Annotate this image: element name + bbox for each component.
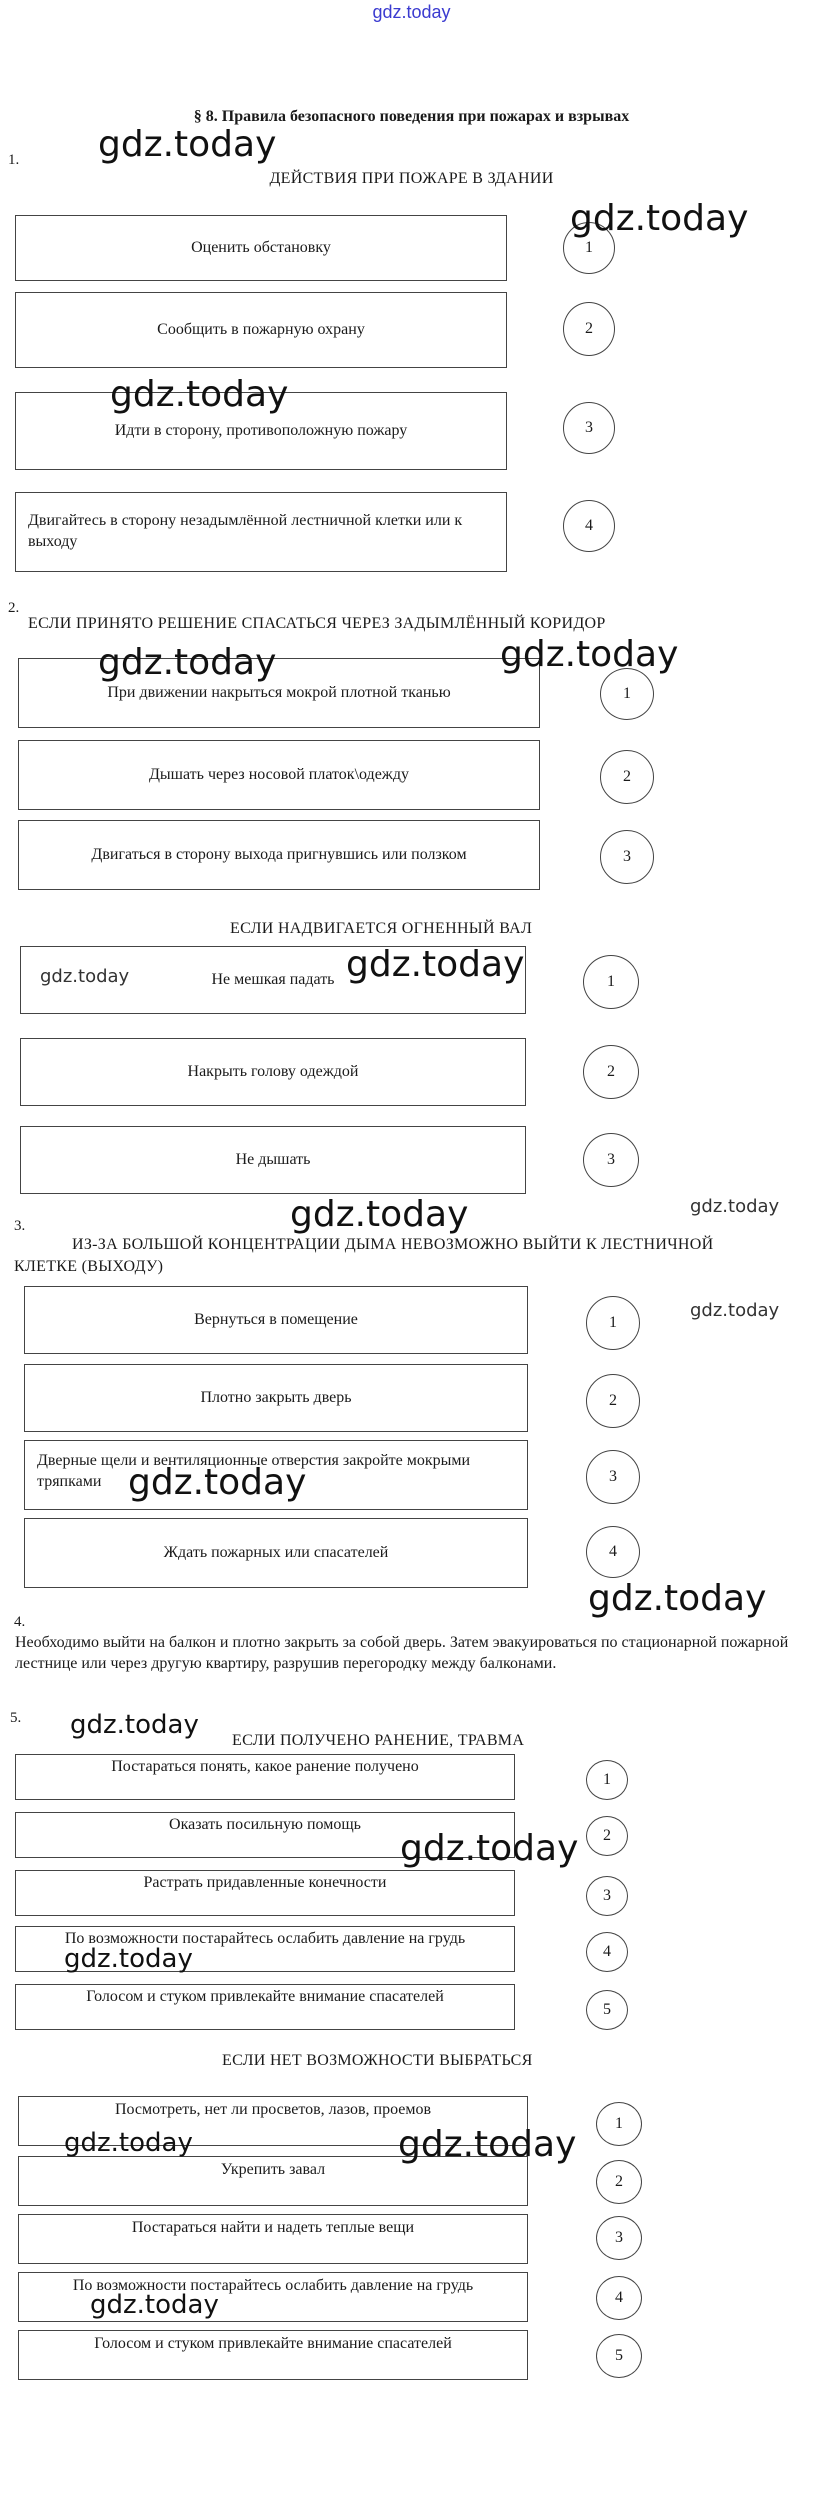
box-text: По возможности постарайтесь ослабить давление на грудь <box>64 1930 466 1947</box>
watermark: gdz.today <box>110 374 289 415</box>
task-5-heading: ЕСЛИ ПОЛУЧЕНО РАНЕНИЕ, ТРАВМА <box>232 1732 525 1749</box>
watermark: gdz.today <box>690 1300 780 1321</box>
watermark: gdz.today <box>588 1578 767 1619</box>
task-1-circle-3: 3 <box>563 402 615 454</box>
task-3-box-4 <box>24 1518 528 1588</box>
box-text: При движении накрыться мокрой плотной тканью <box>107 683 451 701</box>
box-text: Голосом и стуком привлекайте внимание спасателей <box>94 2335 452 2352</box>
task-5b-circle-1: 1 <box>596 2102 642 2146</box>
box-text: Вернуться в помещение <box>194 1310 358 1328</box>
task-2-box-1 <box>18 658 540 728</box>
watermark: gdz.today <box>90 2290 219 2320</box>
box-text: Растрать придавленные конечности <box>143 1874 387 1891</box>
box-text: Оценить обстановку <box>191 238 331 256</box>
box-text: Постараться найти и надеть теплые вещи <box>131 2219 415 2236</box>
task-2b-box-2 <box>20 1038 526 1106</box>
watermark: gdz.today <box>40 966 130 987</box>
box-text: Голосом и стуком привлекайте внимание спасателей <box>86 1988 444 2005</box>
task-3-circle-2: 2 <box>586 1374 640 1428</box>
box-text: Постараться понять, какое ранение получено <box>111 1758 419 1775</box>
watermark: gdz.today <box>128 1462 307 1503</box>
box-text: По возможности постарайтесь ослабить давление на грудь <box>72 2277 474 2294</box>
task-5-circle-2: 2 <box>586 1816 628 1856</box>
task-2-heading-b: ЕСЛИ НАДВИГАЕТСЯ ОГНЕННЫЙ ВАЛ <box>230 920 533 937</box>
task-2-number: 2. <box>8 600 20 616</box>
box-text: Накрыть голову одеждой <box>187 1062 359 1080</box>
task-2-circle-1: 1 <box>600 668 654 720</box>
task-3-circle-1: 1 <box>586 1296 640 1350</box>
task-2b-box-3 <box>20 1126 526 1194</box>
task-5b-circle-5: 5 <box>596 2334 642 2378</box>
task-4-text: Необходимо выйти на балкон и плотно закрыть за собой дверь. Затем эвакуироваться по стационарной пожарной лестнице или через другую квартиру, разрушив перегородку между балконами. <box>15 1634 789 1673</box>
task-5b-box-5 <box>18 2330 528 2380</box>
watermark: gdz.today <box>400 1828 579 1869</box>
task-5-heading-b: ЕСЛИ НЕТ ВОЗМОЖНОСТИ ВЫБРАТЬСЯ <box>222 2052 533 2069</box>
box-text: Двигайтесь в сторону незадымлённой лестничной клетки или к выходу <box>28 512 463 550</box>
task-1-box-2 <box>15 292 507 368</box>
task-2b-circle-1: 1 <box>583 955 639 1009</box>
task-3-box-2 <box>24 1364 528 1432</box>
watermark: gdz.today <box>570 198 749 239</box>
box-text: Ждать пожарных или спасателей <box>163 1543 389 1561</box>
task-1-heading: ДЕЙСТВИЯ ПРИ ПОЖАРЕ В ЗДАНИИ <box>269 170 554 187</box>
paragraph-title: § 8. Правила безопасного поведения при пожарах и взрывах <box>193 108 630 125</box>
box-text: Посмотреть, нет ли просветов, лазов, проемов <box>114 2101 432 2118</box>
box-text: Идти в сторону, противоположную пожару <box>114 421 408 439</box>
task-5b-box-3 <box>18 2214 528 2264</box>
task-5b-circle-4: 4 <box>596 2276 642 2320</box>
task-1-circle-1: 1 <box>563 222 615 274</box>
watermark: gdz.today <box>98 642 277 683</box>
site-header-link[interactable]: gdz.today <box>372 2 451 22</box>
task-5-circle-4: 4 <box>586 1932 628 1972</box>
watermark: gdz.today <box>64 2128 193 2158</box>
watermark: gdz.today <box>346 944 525 985</box>
box-text: Сообщить в пожарную охрану <box>157 320 365 338</box>
task-5-box-5 <box>15 1984 515 2030</box>
task-1-box-4 <box>15 492 507 572</box>
task-1-circle-4: 4 <box>563 500 615 552</box>
task-3-circle-4: 4 <box>586 1526 640 1578</box>
watermark: gdz.today <box>70 1710 199 1740</box>
task-3-heading-line2: КЛЕТКЕ (ВЫХОДУ) <box>14 1258 164 1275</box>
watermark: gdz.today <box>500 634 679 675</box>
box-text: Двигаться в сторону выхода пригнувшись или ползком <box>91 845 467 863</box>
task-2-heading: ЕСЛИ ПРИНЯТО РЕШЕНИЕ СПАСАТЬСЯ ЧЕРЕЗ ЗАДЫМЛЁННЫЙ КОРИДОР <box>28 615 606 632</box>
watermark: gdz.today <box>64 1944 193 1974</box>
task-5b-circle-2: 2 <box>596 2160 642 2204</box>
watermark: gdz.today <box>398 2124 577 2165</box>
task-2-circle-3: 3 <box>600 830 654 884</box>
task-5-circle-3: 3 <box>586 1876 628 1916</box>
watermark: gdz.today <box>690 1196 780 1217</box>
task-1-circle-2: 2 <box>563 302 615 356</box>
task-2-box-2 <box>18 740 540 810</box>
task-5-box-1 <box>15 1754 515 1800</box>
task-2b-circle-2: 2 <box>583 1045 639 1099</box>
task-3-number: 3. <box>14 1218 26 1234</box>
box-text: Не дышать <box>235 1150 311 1168</box>
box-text: Дверные щели и вентиляционные отверстия закройте мокрыми тряпками <box>37 1452 471 1490</box>
task-4-number: 4. <box>14 1614 26 1630</box>
box-text: Дышать через носовой платок\одежду <box>148 765 409 783</box>
task-2-circle-2: 2 <box>600 750 654 804</box>
task-5-circle-1: 1 <box>586 1760 628 1800</box>
task-5-circle-5: 5 <box>586 1990 628 2030</box>
task-2b-circle-3: 3 <box>583 1133 639 1187</box>
task-5b-circle-3: 3 <box>596 2216 642 2260</box>
task-3-box-1 <box>24 1286 528 1354</box>
watermark: gdz.today <box>290 1194 469 1235</box>
task-2-box-3 <box>18 820 540 890</box>
task-3-heading-line1: ИЗ-ЗА БОЛЬШОЙ КОНЦЕНТРАЦИИ ДЫМА НЕВОЗМОЖНО ВЫЙТИ К ЛЕСТНИЧНОЙ <box>72 1236 714 1253</box>
box-text: Плотно закрыть дверь <box>200 1388 352 1406</box>
task-5-box-3 <box>15 1870 515 1916</box>
task-1-number: 1. <box>8 152 20 168</box>
watermark: gdz.today <box>98 124 277 165</box>
box-text: Укрепить завал <box>220 2161 326 2178</box>
task-1-box-1 <box>15 215 507 281</box>
box-text: Не мешкая падать <box>211 970 335 988</box>
task-3-circle-3: 3 <box>586 1450 640 1504</box>
task-5-number: 5. <box>10 1710 22 1726</box>
box-text: Оказать посильную помощь <box>169 1816 361 1833</box>
